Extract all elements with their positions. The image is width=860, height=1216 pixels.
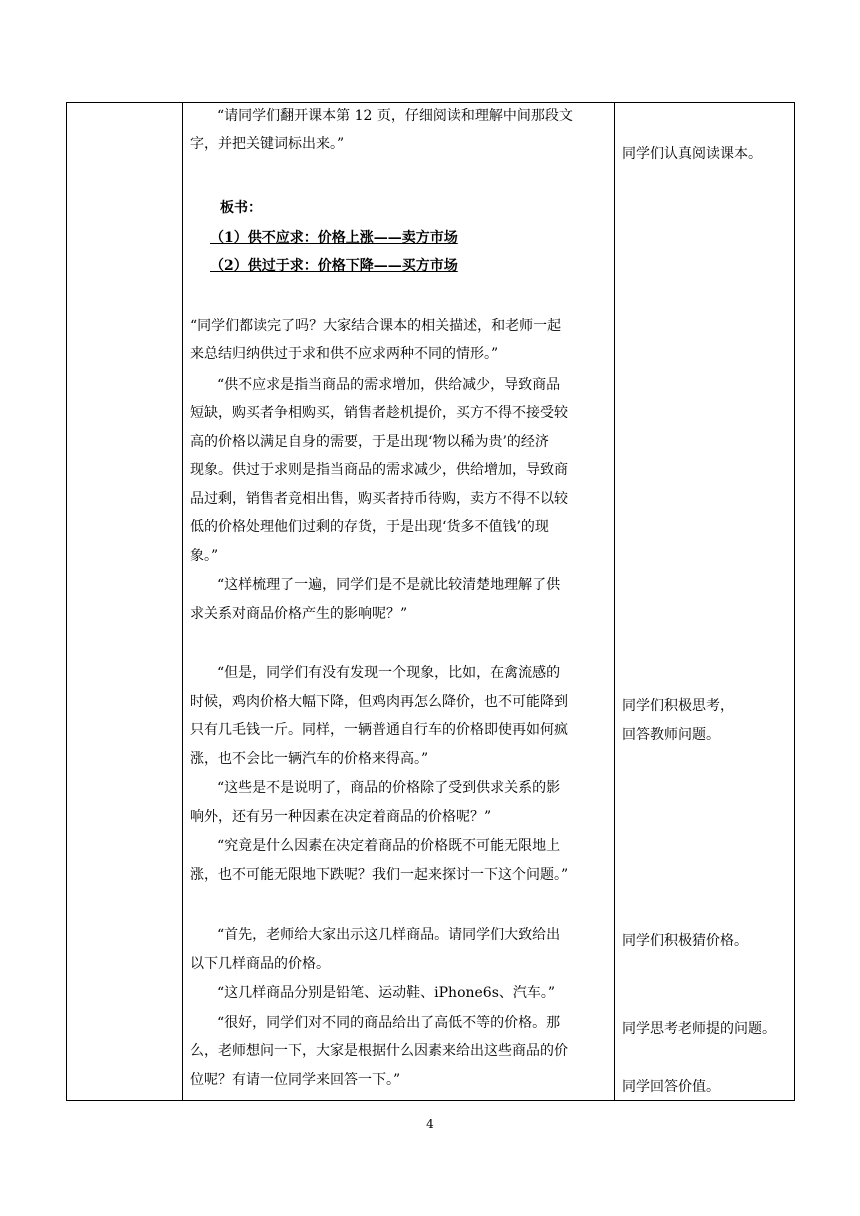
main-text-line: “究竟是什么因素在决定着商品的价格既不可能无限地上 xyxy=(217,838,561,854)
main-text-line: 现象。供过于求则是指当商品的需求减少，供给增加，导致商 xyxy=(190,462,568,478)
main-text-line: 求关系对商品价格产生的影响呢？” xyxy=(190,606,408,622)
main-text-line: 品过剩，销售者竞相出售，购买者持币待购，卖方不得不以较 xyxy=(190,491,568,507)
main-text-line: 象。” xyxy=(190,548,219,564)
main-text-line: 时候，鸡肉价格大幅下降，但鸡肉再怎么降价，也不可能降到 xyxy=(190,694,568,710)
main-text-line: 响外，还有另一种因素在决定着商品的价格呢？” xyxy=(190,809,492,825)
student-note: 同学回答价值。 xyxy=(622,1079,720,1095)
main-text-line: 么，老师想问一下，大家是根据什么因素来给出这些商品的价 xyxy=(190,1043,568,1059)
main-text-line: 字，并把关键词标出来。” xyxy=(190,136,345,152)
main-text-line: 短缺，购买者争相购买，销售者趁机提价，买方不得不接受较 xyxy=(190,405,568,421)
column-divider-2 xyxy=(614,103,615,1100)
blackboard-heading: 板书： xyxy=(220,200,262,216)
main-text-line: 涨，也不可能无限地下跌呢？我们一起来探讨一下这个问题。” xyxy=(190,867,569,883)
main-text-line: “同学们都读完了吗？大家结合课本的相关描述，和老师一起 xyxy=(190,318,562,334)
main-text-line: 来总结归纳供过于求和供不应求两种不同的情形。” xyxy=(190,346,499,362)
column-divider-1 xyxy=(182,103,183,1100)
main-text-line: 以下几样商品的价格。 xyxy=(190,956,330,972)
page-number: 4 xyxy=(426,1117,434,1131)
blackboard-point-1: （1）供不应求：价格上涨——卖方市场 xyxy=(210,230,458,246)
main-text-line: “这样梳理了一遍，同学们是不是就比较清楚地理解了供 xyxy=(217,577,561,593)
main-text-line: “首先，老师给大家出示这几样商品。请同学们大致给出 xyxy=(217,927,561,943)
main-text-line: “供不应求是指当商品的需求增加，供给减少，导致商品 xyxy=(217,377,561,393)
student-note: 同学们认真阅读课本。 xyxy=(622,146,762,162)
main-text-line: “很好，同学们对不同的商品给出了高低不等的价格。那 xyxy=(217,1015,561,1031)
student-note: 同学们积极猜价格。 xyxy=(622,933,748,949)
student-note: 同学们积极思考， xyxy=(622,698,734,714)
main-text-line: 低的价格处理他们过剩的存货，于是出现‘货多不值钱’的现 xyxy=(190,519,549,535)
main-text-line: “请同学们翻开课本第 12 页，仔细阅读和理解中间那段文 xyxy=(217,108,573,124)
lesson-table xyxy=(66,102,795,1101)
main-text-line: “这几样商品分别是铅笔、运动鞋、iPhone6s、汽车。” xyxy=(217,985,556,1001)
blackboard-point-2: （2）供过于求：价格下降——买方市场 xyxy=(210,258,458,274)
main-text-line: 高的价格以满足自身的需要，于是出现‘物以稀为贵’的经济 xyxy=(190,434,549,450)
main-text-line: 位呢？有请一位同学来回答一下。” xyxy=(190,1072,401,1088)
main-text-line: “但是，同学们有没有发现一个现象，比如，在禽流感的 xyxy=(217,665,561,681)
student-note: 同学思考老师提的问题。 xyxy=(622,1021,776,1037)
main-text-line: “这些是不是说明了，商品的价格除了受到供求关系的影 xyxy=(217,780,561,796)
main-text-line: 只有几毛钱一斤。同样，一辆普通自行车的价格即使再如何疯 xyxy=(190,722,568,738)
main-text-line: 涨，也不会比一辆汽车的价格来得高。” xyxy=(190,751,429,767)
student-note: 回答教师问题。 xyxy=(622,727,720,743)
